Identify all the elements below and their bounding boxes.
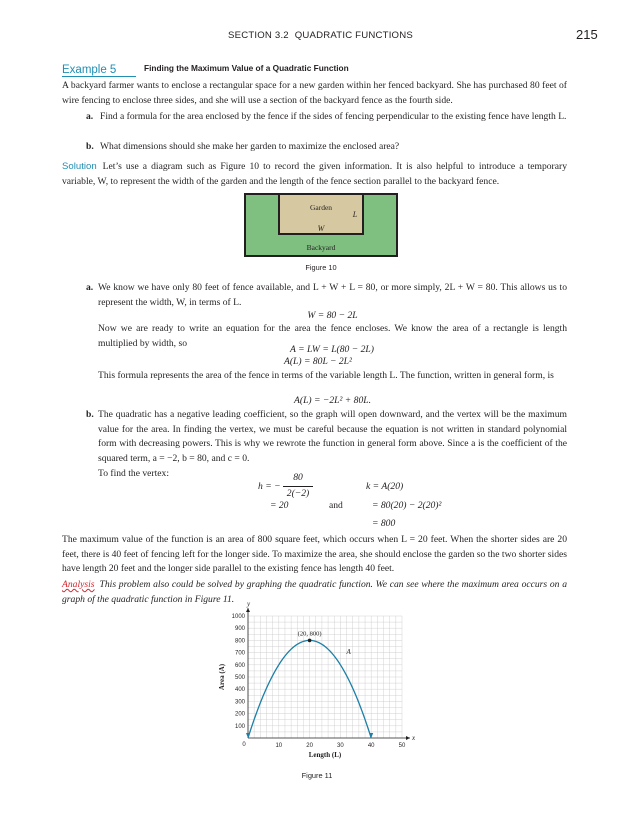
part-b-text: What dimensions should she make her garden to maximize the enclosed area? [100,141,400,152]
part-a-p3: This formula represents the area of the fence in terms of the variable length L. The function, written in general form, is [98,370,554,381]
part-a-p1: We know we have only 80 feet of fence available, and L + W + L = 80, or more simply, 2L + W = 80. This allows us to represent the width, W, in terms of L. [98,282,567,308]
x-tick-label: 40 [367,743,375,749]
y-tick-label: 400 [234,687,245,694]
y-tick-label: 1000 [231,614,245,620]
series-label: A [346,647,351,656]
example-intro: A backyard farmer wants to enclose a rectangular space for a new garden within her fenced backyard. She has purchased 80 feet of wire fencing to enclose three sides, and she will use a section of the backyard fence as the fourth side. [62,80,567,106]
part-a-text: Find a formula for the area enclosed by the fence if the sides of fencing perpendicular to the existing fence have length L. [100,111,567,122]
k-line-1: k = A(20) [366,481,404,492]
section-title: QUADRATIC FUNCTIONS [294,30,413,41]
h-fraction-bar [283,486,313,487]
example-label: Example 5 [62,64,117,76]
y-tick-label: 800 [234,638,245,645]
y-tick-label: 100 [234,723,245,730]
example-title: Finding the Maximum Value of a Quadratic Function [144,63,349,73]
x-axis-variable: x [412,734,416,742]
solution-paragraph [62,160,567,189]
y-tick-label: 700 [234,650,245,657]
solution-text: Let’s use a diagram such as Figure 10 to record the given information. It is also helpful to introduce a temporary variable, W, to represent the width of the garden and the length of the fence section parallel to the backyard fence. [62,161,567,187]
part-b-question [86,140,567,155]
figure-10-caption: Figure 10 [305,263,337,272]
figure-11-caption: Figure 11 [301,771,333,780]
analysis-text: This problem also could be solved by graphing the quadratic function. We can see where the maximum area occurs on a graph of the quadratic function in Figure 11. [62,579,567,605]
x-axis-arrow [406,736,410,740]
part-a-solution-label: a. [86,282,94,293]
equation-area-1: A = LW = L(80 − 2L) [290,344,374,355]
h-denominator: 2(−2) [286,488,310,499]
x-tick-label: 30 [337,743,344,749]
length-label: L [352,210,358,219]
solution-label: Solution [62,161,97,172]
example-header [62,60,568,78]
figure-11 [212,600,422,768]
running-head [228,30,413,41]
origin-label: 0 [242,742,246,748]
h-lhs: h = − [258,481,281,492]
area-graph [212,600,422,768]
y-tick-label: 600 [234,662,245,669]
garden-label: Garden [309,203,333,212]
equation-w: W = 80 − 2L [307,310,358,321]
x-tick-label: 10 [275,743,283,749]
part-b-p1: The quadratic has a negative leading coefficient, so the graph will open downward, and the vertex will be the maximum value for the area. In finding the vertex, we must be careful because the equation is not written in standard polynomial form with decreasing powers. This is why we rewrote the function in general form above. Since a is the coefficient of the squared term, a = −2, b = 80, and c = 0. [98,409,567,464]
figure-10 [244,193,398,257]
find-vertex-text: To find the vertex: [98,468,169,479]
part-b-solution [86,408,567,466]
equation-general-form: A(L) = −2L² + 80L. [294,395,371,406]
y-tick-label: 300 [234,699,245,706]
x-tick-label: 50 [398,743,406,749]
y-axis-variable: y [247,600,251,608]
y-tick-label: 500 [234,675,245,681]
page-number: 215 [576,27,598,42]
h-numerator: 80 [293,472,303,483]
equation-area-2: A(L) = 80L − 2L² [284,356,352,367]
part-a-solution [86,281,567,310]
section-number: SECTION 3.2 [228,30,289,41]
part-b-label: b. [86,141,94,152]
x-tick-label: 20 [306,743,313,749]
part-a-question [86,110,567,125]
example-underline [62,76,136,77]
and-word: and [329,500,343,511]
k-line-3: = 800 [372,518,396,529]
part-a-p2: Now we are ready to write an equation for the area the fence encloses. We know the area of a rectangle is length multiplied by width, so [98,323,567,349]
backyard-label: Backyard [306,243,336,252]
vertex-label: (20, 800) [297,630,322,638]
h-result: = 20 [270,500,289,511]
analysis-label: Analysis [62,579,95,590]
width-label: W [317,224,325,233]
garden-diagram [244,193,398,257]
vertex-point [308,639,312,643]
conclusion-paragraph: The maximum value of the function is an area of 800 square feet, which occurs when L = 20 feet. When the shorter sides are 20 feet, there is 40 feet of fencing left for the longer side. To maximize the area, she should enclose the garden so the two shorter sides have length 20 feet and the longer side parallel to the existing fence has length 40 feet. [62,534,567,575]
y-tick-label: 900 [234,626,245,633]
x-axis-label: Length (L) [308,751,342,759]
analysis-paragraph [62,578,567,607]
k-line-2: = 80(20) − 2(20)² [372,500,442,511]
y-axis-label: Area (A) [218,663,226,691]
y-tick-label: 200 [234,711,245,718]
part-b-solution-label: b. [86,409,94,420]
y-axis-arrow [246,608,250,612]
part-a-label: a. [86,111,94,122]
